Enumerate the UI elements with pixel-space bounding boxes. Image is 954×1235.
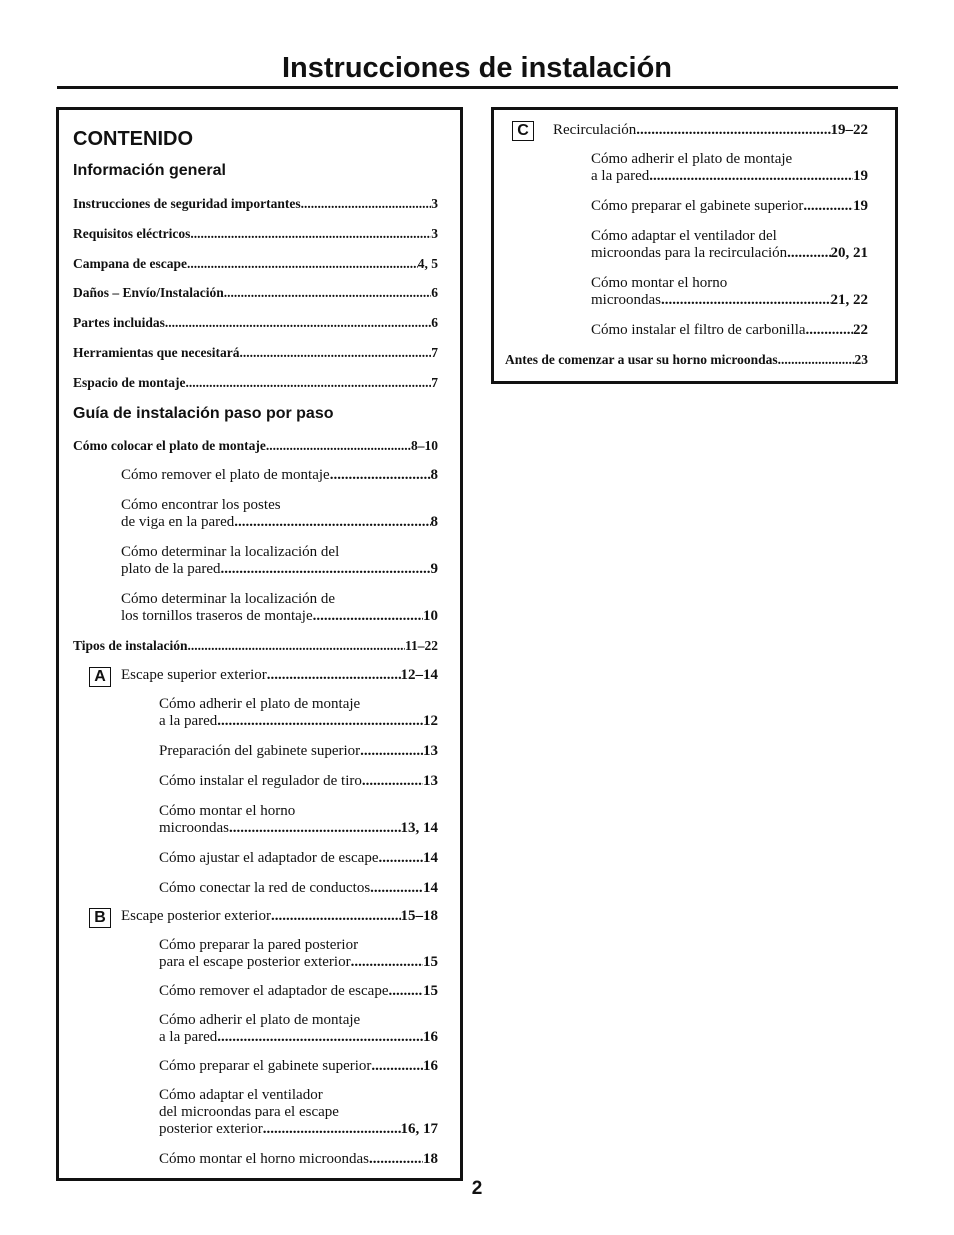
dot-leader [217, 1029, 423, 1046]
entry-text: Cómo adaptar el ventilador [159, 1087, 323, 1103]
toc-entry [73, 344, 438, 361]
entry-page: 13 [423, 773, 438, 789]
dot-leader [388, 983, 423, 1000]
entry-page: 9 [430, 561, 438, 577]
entry-line [159, 773, 438, 790]
entry-text: Cómo adherir el plato de montaje [159, 1012, 361, 1028]
toc-subentry [159, 1151, 438, 1168]
dot-leader [369, 1151, 423, 1168]
dot-leader [787, 245, 830, 262]
entry-line [121, 497, 438, 514]
entry-page: 19 [853, 198, 868, 214]
entry-line [159, 937, 438, 954]
entry-line [159, 1058, 438, 1075]
entry-text: Cómo instalar el filtro de carbonilla [591, 322, 806, 338]
entry-text: Cómo determinar la localización del [121, 544, 340, 560]
entry-text: Cómo adherir el plato de montaje [159, 696, 361, 712]
entry-line [553, 122, 868, 139]
toc-entry [73, 314, 438, 331]
entry-text: Instrucciones de seguridad importantes [73, 196, 301, 211]
section-b-marker: B [89, 908, 111, 928]
entry-line [73, 374, 438, 391]
toc-entry [73, 284, 438, 301]
entry-line [73, 344, 438, 361]
toc-subentry [121, 544, 438, 578]
entry-page: 3 [431, 196, 438, 211]
toc-subentry [121, 467, 438, 484]
toc-subentry [159, 983, 438, 1000]
entry-text: Cómo remover el adaptador de escape [159, 983, 389, 999]
entry-line [73, 314, 438, 331]
entry-line [159, 743, 438, 760]
entry-page: 15 [423, 954, 438, 970]
dot-leader [301, 195, 432, 212]
entry-text: Recirculación [553, 122, 637, 138]
dot-leader [187, 255, 418, 272]
page-number: 2 [471, 1178, 483, 1199]
toc-subentry [591, 228, 868, 262]
entry-page: 11–22 [404, 638, 438, 653]
dot-leader [803, 198, 853, 215]
entry-line [73, 637, 438, 654]
entry-text: Cómo determinar la localización de [121, 591, 336, 607]
entry-line [591, 292, 868, 309]
entry-line [159, 1029, 438, 1046]
toc-subentry [159, 1012, 438, 1046]
entry-text: Cómo montar el horno [591, 275, 728, 291]
dot-leader [221, 561, 431, 578]
entry-text: los tornillos traseros de montaje [121, 608, 313, 624]
dot-leader [267, 667, 401, 684]
entry-page: 23 [854, 352, 868, 367]
step-guide-heading: Guía de instalación paso por paso [73, 405, 334, 422]
entry-text: Cómo adaptar el ventilador del [591, 228, 777, 244]
toc-entry [73, 225, 438, 242]
entry-line [73, 195, 438, 212]
toc-subentry [121, 497, 438, 531]
entry-page: 15 [423, 983, 438, 999]
entry-page: 16, 17 [400, 1121, 438, 1137]
entry-text: Antes de comenzar a usar su horno microondas [505, 352, 778, 367]
entry-page: 8–10 [411, 438, 438, 453]
entry-text: Cómo preparar el gabinete superior [591, 198, 804, 214]
contents-box-left [56, 107, 463, 1181]
entry-page: 22 [853, 322, 868, 338]
entry-text: microondas para la recirculación [591, 245, 788, 261]
entry-page: 6 [431, 315, 438, 331]
dot-leader [186, 374, 432, 391]
entry-text: Tipos de instalación [73, 638, 188, 653]
entry-line [121, 467, 438, 484]
entry-page: 18 [423, 1151, 438, 1167]
entry-page: 12–14 [400, 667, 438, 683]
entry-text: Cómo colocar el plato de montaje [73, 438, 266, 453]
entry-line [121, 908, 438, 925]
entry-page: 12 [423, 713, 438, 729]
toc-subentry [159, 743, 438, 760]
toc-subentry [159, 850, 438, 867]
toc-entry [73, 374, 438, 391]
entry-line [159, 820, 438, 837]
entry-line [73, 437, 438, 454]
entry-text: Cómo encontrar los postes [121, 497, 281, 513]
entry-text: Cómo preparar la pared posterior [159, 937, 359, 953]
dot-leader [371, 1058, 423, 1075]
toc-entry-section-b [121, 908, 438, 925]
toc-entry-mounting-plate [73, 437, 438, 454]
entry-line [159, 880, 438, 897]
entry-text: Escape posterior exterior [121, 908, 271, 924]
dot-leader [330, 467, 431, 484]
entry-text: Cómo montar el horno [159, 803, 296, 819]
dot-leader [165, 314, 431, 331]
toc-subentry [591, 275, 868, 309]
entry-page: 19–22 [830, 122, 868, 138]
dot-leader [362, 773, 423, 790]
entry-line [159, 696, 438, 713]
entry-line [591, 168, 868, 185]
dot-leader [379, 850, 424, 867]
toc-entry-before-use [505, 351, 868, 368]
dot-leader [778, 351, 855, 368]
entry-line [73, 284, 438, 301]
dot-leader [649, 168, 853, 185]
entry-text: Cómo adherir el plato de montaje [591, 151, 793, 167]
entry-text: Cómo remover el plato de montaje [121, 467, 330, 483]
entry-text: Requisitos eléctricos [73, 225, 191, 241]
entry-line [159, 713, 438, 730]
entry-line [159, 983, 438, 1000]
entry-text: Escape superior exterior [121, 667, 267, 683]
entry-line [121, 608, 438, 625]
dot-leader [271, 908, 401, 925]
entry-line [505, 351, 868, 368]
page-title: Instrucciones de instalación [282, 52, 672, 84]
entry-line [159, 803, 438, 820]
entry-line [159, 1104, 438, 1121]
general-info-heading: Información general [73, 162, 226, 179]
dot-leader [370, 880, 423, 897]
dot-leader [239, 344, 431, 361]
entry-line [121, 544, 438, 561]
dot-leader [190, 225, 431, 242]
toc-subentry [121, 591, 438, 625]
dot-leader [806, 322, 853, 339]
toc-entry [73, 195, 438, 212]
toc-subentry [159, 1058, 438, 1075]
toc-subentry [159, 803, 438, 837]
entry-page: 7 [431, 374, 438, 390]
entry-line [159, 954, 438, 971]
entry-line [121, 591, 438, 608]
entry-page: 13 [423, 743, 438, 759]
dot-leader [266, 437, 411, 454]
entry-page: 21, 22 [830, 292, 868, 308]
entry-line [159, 850, 438, 867]
entry-line [591, 322, 868, 339]
entry-line [591, 275, 868, 292]
entry-line [121, 514, 438, 531]
entry-text: Partes incluidas [73, 315, 165, 331]
toc-subentry [159, 1087, 438, 1138]
entry-text: a la pared [159, 1029, 218, 1045]
toc-subentry [159, 773, 438, 790]
entry-line [591, 198, 868, 215]
entry-text: a la pared [591, 168, 650, 184]
toc-subentry [591, 198, 868, 215]
entry-line [159, 1012, 438, 1029]
entry-line [73, 225, 438, 242]
entry-text: Preparación del gabinete superior [159, 743, 361, 759]
entry-page: 3 [431, 225, 438, 241]
entry-text: Cómo montar el horno microondas [159, 1151, 369, 1167]
toc-subentry [159, 937, 438, 971]
toc-subentry [159, 880, 438, 897]
entry-line [159, 1151, 438, 1168]
dot-leader [229, 820, 401, 837]
toc-subentry [591, 322, 868, 339]
toc-entry-install-types [73, 637, 438, 654]
entry-page: 10 [423, 608, 438, 624]
dot-leader [313, 608, 423, 625]
dot-leader [217, 713, 423, 730]
dot-leader [224, 284, 431, 301]
entry-line [73, 255, 438, 272]
entry-line [159, 1087, 438, 1104]
entry-page: 15–18 [400, 908, 438, 924]
entry-text: Herramientas que necesitará [73, 345, 240, 360]
dot-leader [263, 1121, 401, 1138]
dot-leader [351, 954, 423, 971]
dot-leader [360, 743, 423, 760]
entry-text: plato de la pared [121, 561, 221, 577]
entry-text: Cómo ajustar el adaptador de escape [159, 850, 379, 866]
entry-page: 6 [431, 285, 438, 301]
title-rule [57, 86, 898, 89]
section-a-marker: A [89, 667, 111, 687]
entry-text: para el escape posterior exterior [159, 954, 351, 970]
entry-line [121, 561, 438, 578]
contents-box-right [491, 107, 898, 384]
entry-text: Cómo conectar la red de conductos [159, 880, 371, 896]
entry-page: 8 [430, 467, 438, 483]
toc-subentry [591, 151, 868, 185]
entry-page: 16 [423, 1058, 438, 1074]
entry-page: 13, 14 [400, 820, 438, 836]
entry-text: microondas [159, 820, 229, 836]
entry-line [591, 151, 868, 168]
entry-text: Espacio de montaje [73, 374, 186, 390]
toc-subentry [159, 696, 438, 730]
entry-line [121, 667, 438, 684]
entry-text: Campana de escape [73, 255, 187, 271]
section-c-marker: C [512, 121, 534, 141]
entry-page: 4, 5 [417, 255, 438, 271]
entry-text: de viga en la pared [121, 514, 235, 530]
entry-text: del microondas para el escape [159, 1104, 339, 1120]
contents-heading: CONTENIDO [73, 128, 193, 150]
toc-entry [73, 255, 438, 272]
toc-entry-section-c [553, 122, 868, 139]
entry-line [591, 245, 868, 262]
entry-line [591, 228, 868, 245]
dot-leader [234, 514, 430, 531]
entry-page: 16 [423, 1029, 438, 1045]
entry-page: 20, 21 [830, 245, 868, 261]
entry-text: a la pared [159, 713, 218, 729]
entry-page: 14 [423, 880, 438, 896]
entry-text: Cómo preparar el gabinete superior [159, 1058, 372, 1074]
entry-page: 14 [423, 850, 438, 866]
toc-entry-section-a [121, 667, 438, 684]
dot-leader [661, 292, 831, 309]
entry-text: posterior exterior [159, 1121, 263, 1137]
entry-page: 8 [430, 514, 438, 530]
entry-page: 19 [853, 168, 868, 184]
dot-leader [188, 637, 405, 654]
entry-page: 7 [431, 345, 438, 360]
dot-leader [636, 122, 830, 139]
entry-text: Daños – Envío/Instalación [73, 285, 224, 301]
entry-text: microondas [591, 292, 661, 308]
entry-line [159, 1121, 438, 1138]
entry-text: Cómo instalar el regulador de tiro [159, 773, 362, 789]
